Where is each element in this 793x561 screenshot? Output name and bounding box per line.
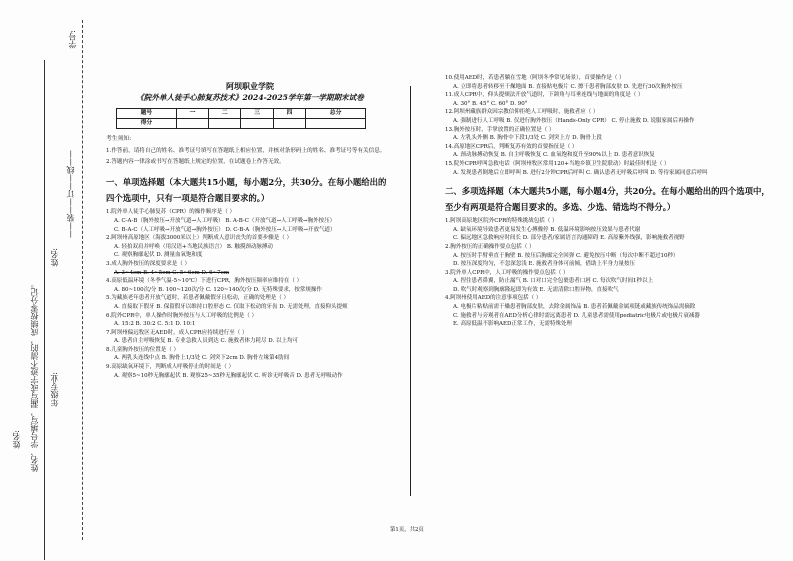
question-stem: 4.阿坝州使用AED的注意事项包括（ ）: [445, 295, 542, 302]
question-options: A. 强制进行人工呼吸 B. 仅进行胸外按压（Hands-Only CPR） C. 停止施救 D. 说服家属后再操作: [453, 117, 695, 124]
question-options: A. 按压时手臂垂直于胸壁 B. 按压后胸廓完全回弹 C. 避免按压中断（每次中断不超过10秒）: [453, 252, 679, 259]
question-stem: 4.高原低温环境（冬季气温-5~10℃）下进行CPR，胸外按压频率应维持在（ ）: [106, 278, 303, 285]
question-options: A. 直接取下假牙 B. 保留假牙以维持口腔形态 C. 仅取下松动的牙齿 D. 无需处理，直接仰头提颏: [114, 303, 348, 310]
score-row-label: 得分: [117, 118, 177, 128]
question-options: A. 左乳头外侧 B. 胸骨中下段1/3处 C. 剑突上方 D. 胸骨上段: [453, 135, 602, 142]
question-options: A. 80~100次/分 B. 100~120次/分 C. 120~140次/分 D. 无特殊要求，按常规操作: [114, 286, 322, 293]
question-stem: 15.院外CPR呼叫急救电话（阿坝州牧区常用120+当地乡镇卫生院联动）时最佳时机是（ ）: [445, 160, 670, 167]
question-options: D. 吹气时观察到胸廓隆起即为有效 E. 无需清除口腔异物，直接吹气: [453, 286, 619, 293]
score-header-cell: 三: [241, 109, 273, 119]
question-options: A. 两乳头连线中点 B. 胸骨上1/3处 C. 剑突下2cm D. 胸骨左缘第4肋间: [114, 355, 290, 362]
seal-class-label: 年级专业:: [50, 372, 59, 407]
question-options: E. 高原低温不影响AED正常工作，无需特殊处理: [453, 321, 572, 328]
section1-questions: [106, 208, 394, 380]
seal-notice: 姓名、学号填写，漏写或字迹不清的，成绩按零分记。: [30, 280, 39, 472]
question-stem: 3.院外单人CPR中，人工呼吸的操作要点包括（ ）: [445, 269, 569, 276]
question-options: A. 轻拍双肩并呼唤（用汉语+当地民族语言） B. 触摸颈动脉搏动: [114, 243, 273, 250]
score-table-score-row: [117, 118, 366, 128]
score-cell[interactable]: [273, 118, 305, 128]
question-options: A. 缺氧环境导致患者更易发生心搏骤停 B. 低温环境影响按压效果与患者代谢: [453, 226, 641, 233]
page-footer: 第1页，共2页: [390, 527, 424, 533]
question-stem: 2.胸外按压的正确操作要点包括（ ）: [445, 243, 535, 250]
question-options: A. 捏住患者鼻翼，防止漏气 B. 口对口完全包裹患者口唇 C. 每次吹气时间1秒以上: [453, 278, 654, 285]
binding-margin: [0, 0, 96, 561]
left-column: [106, 74, 394, 380]
question-options: A. 30° B. 45° C. 60° D. 90°: [453, 100, 528, 107]
score-table: [116, 108, 366, 129]
question-stem: 6.院外CPR中，单人操作时胸外按压与人工呼吸的比例是（ ）: [106, 312, 258, 319]
question-options: C. 偏远地区急救响应时间长 D. 部分患者/家属语言沟通障碍 E. 高原紫外线强，影响施救者视野: [453, 235, 685, 242]
column-divider: [410, 86, 411, 496]
question-stem: 1.院外单人徒手心肺复苏（CPR）的操作顺序是（ ）: [106, 209, 236, 216]
question-stem: 11.成人CPR中，仰头提颏法开放气道时，下颌角与耳垂连线与地面的角度是（ ）: [445, 92, 644, 99]
score-cell[interactable]: [176, 118, 208, 128]
question-options: A. 颈动脉搏动恢复 B. 自主呼吸恢复 C. 血氧饱和度升至90%以上 D. 患者意识恢复: [453, 152, 655, 159]
question-stem: 8.儿童胸外按压的位置是（ ）: [106, 346, 179, 353]
score-header-cell: 一: [176, 109, 208, 119]
score-header-cell: 四: [273, 109, 305, 119]
question-options: A. 3~4cm B. 4~5cm C. 5~6cm D. 6~7cm: [114, 269, 230, 276]
question-stem: 7.阿坝州偏远牧区无AED时，成人CPR应持续进行至（ ）: [106, 329, 248, 336]
score-cell[interactable]: [209, 118, 241, 128]
question-stem: 1.阿坝高原地区院外CPR的特殊挑战包括（ ）: [445, 218, 558, 225]
score-header-cell: 题号: [117, 109, 177, 119]
question-stem: 12.阿坝州藏族群众因宗教信仰拒绝人工呼吸时，施救者应（ ）: [445, 109, 599, 116]
question-options: D. 按压深度均匀，不忽深忽浅 E. 施救者身体可前倾，借助上半身力量按压: [453, 261, 635, 268]
question-options: C. 施救者与旁观者在AED分析心律时需远离患者 D. 儿童患者需使用pediatric电极片或电极片衰减器: [453, 312, 700, 319]
question-stem: 5.为藏族老年患者开放气道时，若患者佩戴假牙且松动，正确的处理是（ ）: [106, 295, 289, 302]
question-options: A. 患者自主呼吸恢复 B. 专业急救人员到达 C. 施救者体力耗尽 D. 以上均可: [114, 338, 298, 345]
seal-student-id-label: 学号:: [68, 30, 77, 49]
note-item: 1.作答前，请将自己的姓名、准考证号填写在答题纸上相应位置，并核对条形码上的姓名、准考证号等有关信息。: [106, 148, 386, 155]
question-stem: 13.胸外按压时，手掌放置的正确位置是（ ）: [445, 126, 555, 133]
score-cell[interactable]: [241, 118, 273, 128]
exam-title: 《院外单人徒手心肺复苏技术》2024-2025学年第一学期期末试卷: [136, 93, 364, 102]
score-header-cell: 二: [209, 109, 241, 119]
question-options: A. C-A-B（胸外按压→开放气道→人工呼吸） B. A-B-C（开放气道→人工呼吸→胸外按压）: [114, 217, 336, 224]
question-options: A. 观察5~10秒无胸廓起伏 B. 观察25~35秒无胸廓起伏 C. 听诊无呼吸音 D. 患者无呼吸动作: [114, 372, 343, 379]
question-options: C. B-A-C（人工呼吸→开放气道→胸外按压） D. C-B-A（胸外按压→人工呼吸→开放气道）: [114, 226, 336, 233]
question-options: A. 立即将患者转移至干燥地面 B. 直接贴电极片 C. 擦干患者胸部皮肤 D. 先进行30次胸外按压: [453, 83, 683, 90]
question-options: A. 发现患者倒地后立即呼叫 B. 进行2分钟CPR后呼叫 C. 确认患者无呼吸后呼叫 D. 等待家属同意后呼叫: [453, 169, 708, 176]
notes-heading: 考生须知:: [106, 135, 132, 142]
score-header-cell: 总分: [306, 109, 366, 119]
question-stem: 9.高原缺氧环境下，判断成人呼吸停止的时间是（ ）: [106, 364, 234, 371]
binding-rule-outer: [44, 60, 45, 560]
question-options: A. 15:2 B. 30:2 C. 5:1 D. 10:1: [114, 321, 196, 328]
school-name: 阿坝职业学院: [226, 81, 274, 91]
right-column: [445, 74, 775, 329]
question-stem: 3.成人胸外按压的深度要求是（ ）: [106, 260, 190, 267]
note-item: 2.答题内容一律涂或书写在答题纸上规定的位置，在试题卷上作答无效。: [106, 159, 285, 166]
score-table-header-row: [117, 109, 366, 119]
question-options: A. 电极片粘贴前需干燥患者胸部皮肤，去除金属饰品 B. 患者若佩戴金属项链或藏族传统饰品需摘除: [453, 304, 696, 311]
binding-cut-line: [82, 20, 83, 540]
section1-title: 一、单项选择题（本大题共15小题，每小题2分，共30分。在每小题给出的四个选项中，只有一项是符合题目要求的。）: [106, 177, 387, 204]
seal-line-text: ——装——订——线——: [66, 150, 75, 238]
question-stem: 2.阿坝州高原地区（海拔3000米以上）判断成人意识丧失的首要步骤是（ ）: [106, 235, 292, 242]
question-stem: 10.使用AED时，若患者躺在雪地（阿坝冬季常见场景），首要操作是（ ）: [445, 75, 625, 81]
seal-name-label: 姓名:: [50, 248, 59, 267]
question-options: C. 观察胸廓起伏 D. 测量血氧饱和度: [114, 252, 203, 259]
seal-school-label: 姓名:: [12, 430, 21, 449]
question-stem: 14.高原地区CPR后，判断复苏有效的首要指征是（ ）: [445, 143, 578, 150]
section2-title: 二、多项选择题（本大题共5小题，每小题4分，共20分。在每小题给出的四个选项中，至少有两项是符合题目要求的。多选、少选、错选均不得分。）: [445, 186, 770, 213]
score-cell[interactable]: [306, 118, 366, 128]
